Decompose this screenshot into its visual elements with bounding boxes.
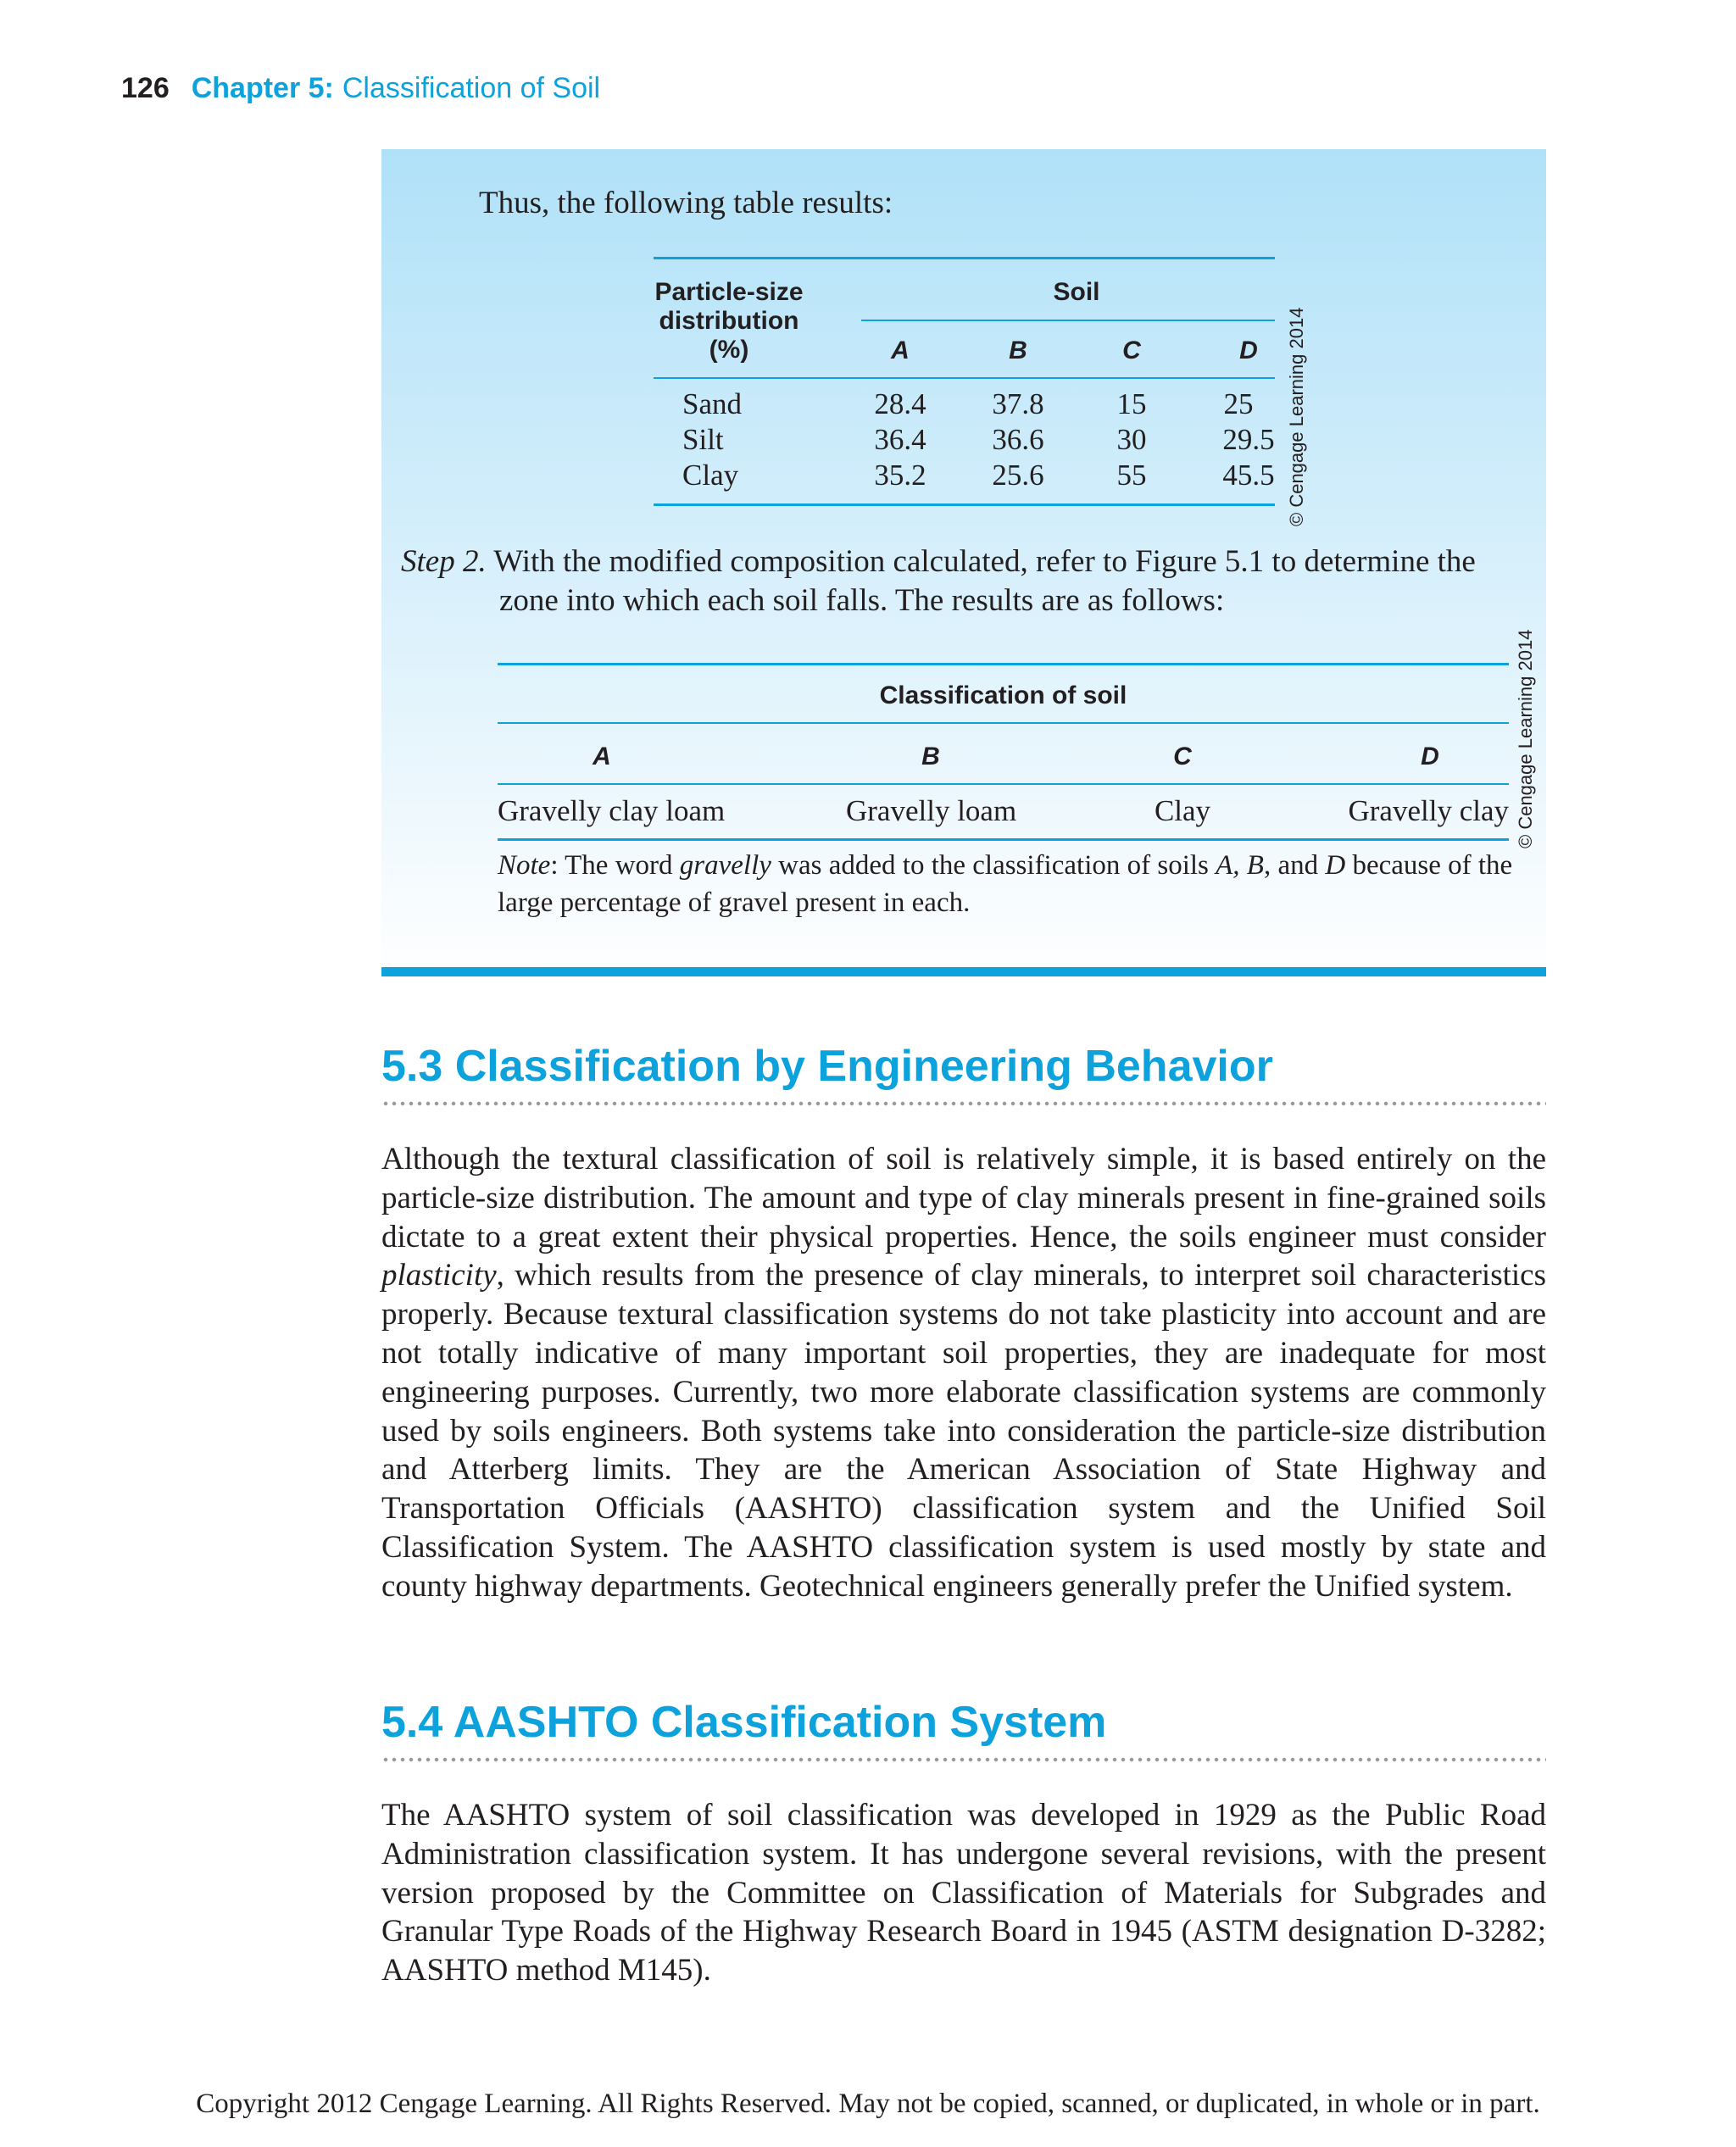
chapter-title: Classification of Soil [342, 72, 601, 104]
note-text: was added to the classification of soils [771, 850, 1216, 881]
copyright-footer: Copyright 2012 Cengage Learning. All Rights Reserved. May not be copied, scanned, or duplicated, in whole or in part. [196, 2089, 1540, 2119]
table1-col-c: C [1122, 337, 1141, 364]
table1-group-rule [861, 320, 1275, 321]
table1-header-rule [654, 377, 1275, 379]
table1-cell: 25.6 [992, 459, 1044, 492]
step-2-label: Step 2. [401, 544, 487, 579]
running-header [121, 71, 600, 105]
table2-cell: Gravelly clay loam [498, 794, 726, 827]
table1-credit: © Cengage Learning 2014 [1286, 307, 1307, 526]
table2-col-b: B [921, 743, 940, 770]
note-text [1240, 850, 1247, 881]
section-5-4-dotted-rule [381, 1757, 1546, 1762]
table1-top-rule [654, 257, 1275, 259]
table2-col-c: C [1173, 743, 1192, 770]
note-soil-d: D [1325, 850, 1346, 881]
table1-cell: 36.6 [992, 423, 1044, 456]
table2-title: Classification of soil [879, 681, 1127, 709]
table1-col-d: D [1239, 337, 1258, 364]
example-intro: Thus, the following table results: [479, 186, 893, 220]
table1-row-label: Silt [682, 423, 724, 456]
section-5-4-heading: 5.4 AASHTO Classification System [381, 1698, 1107, 1747]
chapter-label: Chapter 5: [191, 72, 334, 104]
table1-cell: 25 [1223, 387, 1254, 420]
section-5-3-paragraph [381, 1140, 1546, 1606]
table1-cell: 29.5 [1222, 423, 1275, 456]
table1-cell: 36.4 [874, 423, 926, 456]
step-2-line-1: With the modified composition calculated, refer to Figure 5.1 to determine the [493, 544, 1476, 579]
note-text: : The word [550, 850, 680, 881]
page-number: 126 [121, 72, 170, 104]
table1-cell: 45.5 [1222, 459, 1275, 492]
table2-col-d: D [1421, 743, 1439, 770]
section-5-3-heading: 5.3 Classification by Engineering Behavior [381, 1042, 1273, 1091]
table2-cell: Gravelly clay [1348, 794, 1509, 827]
example-note [498, 847, 1523, 921]
table1-cell: 28.4 [874, 387, 926, 420]
table2-cell: Clay [1154, 794, 1211, 827]
table2-credit: © Cengage Learning 2014 [1515, 629, 1536, 848]
note-soil-b: B [1246, 850, 1264, 881]
paragraph-text: , which results from the presence of clay minerals, to interpret soil characteristics properly. Because textural classification systems do not take plasticity into account and are not totally indicative of many important soil properties, they are inadequate for most engineering purposes. Currently, two more elaborate classification systems are commonly used by soils engineers. Both systems take into consideration the particle-size distribution and Atterberg limits. They are the American Association of State Highway and Transportation Officials (AASHTO) classification system and the Unified Soil Classification System. The AASHTO classification system is used mostly by state and county highway departments. Geotechnical engineers generally prefer the Unified system. [381, 1258, 1546, 1604]
table1-row-header [653, 278, 805, 364]
note-emphasis: gravelly [679, 850, 771, 881]
paragraph-emphasis: plasticity [381, 1258, 497, 1293]
note-label: Note [498, 850, 551, 881]
table1-col-a: A [891, 337, 910, 364]
table1-cell: 15 [1116, 387, 1147, 420]
note-text: because of the large percentage of gravel present in each. [498, 850, 1513, 918]
section-5-4-paragraph: The AASHTO system of soil classification was developed in 1929 as the Public Road Administration classification system. It has undergone several revisions, with the present version proposed by the Committee on Classification of Materials for Subgrades and Granular Type Roads of the Highway Research Board in 1945 (ASTM designation D-3282; AASHTO method M145). [381, 1798, 1546, 1988]
table1-cell: 37.8 [992, 387, 1044, 420]
table1-cell: 55 [1116, 459, 1147, 492]
row-header-line: (%) [709, 336, 749, 364]
paragraph-text: Although the textural classification of soil is relatively simple, it is based entirely on the particle-size distribution. The amount and type of clay minerals present in fine-grained soils dictate to a great extent their physical properties. Hence, the soils engineer must consider [381, 1142, 1546, 1254]
table2-top-rule [498, 663, 1509, 665]
table2-cell: Gravelly loam [846, 794, 1017, 827]
step-2-text [401, 542, 1545, 620]
table1-cell: 30 [1116, 423, 1147, 456]
note-text: , and [1263, 850, 1326, 881]
example-box-bottom-rule [381, 967, 1546, 976]
table2-col-a: A [593, 743, 611, 770]
row-header-line: distribution [659, 307, 799, 335]
table1-cell: 35.2 [874, 459, 926, 492]
table1-group-header: Soil [1053, 278, 1100, 306]
table2-header-rule [498, 783, 1509, 785]
table1-bottom-rule [654, 503, 1275, 506]
note-soil-a: A, [1216, 850, 1240, 881]
table1-row-label: Clay [682, 459, 739, 492]
section-5-3-dotted-rule [381, 1101, 1546, 1106]
table1-row-label: Sand [682, 387, 742, 420]
table2-title-rule [498, 722, 1509, 724]
table2-bottom-rule [498, 838, 1509, 841]
step-2-line-2: zone into which each soil falls. The results are as follows: [499, 583, 1225, 618]
row-header-line: Particle-size [654, 278, 804, 306]
table1-col-b: B [1009, 337, 1027, 364]
